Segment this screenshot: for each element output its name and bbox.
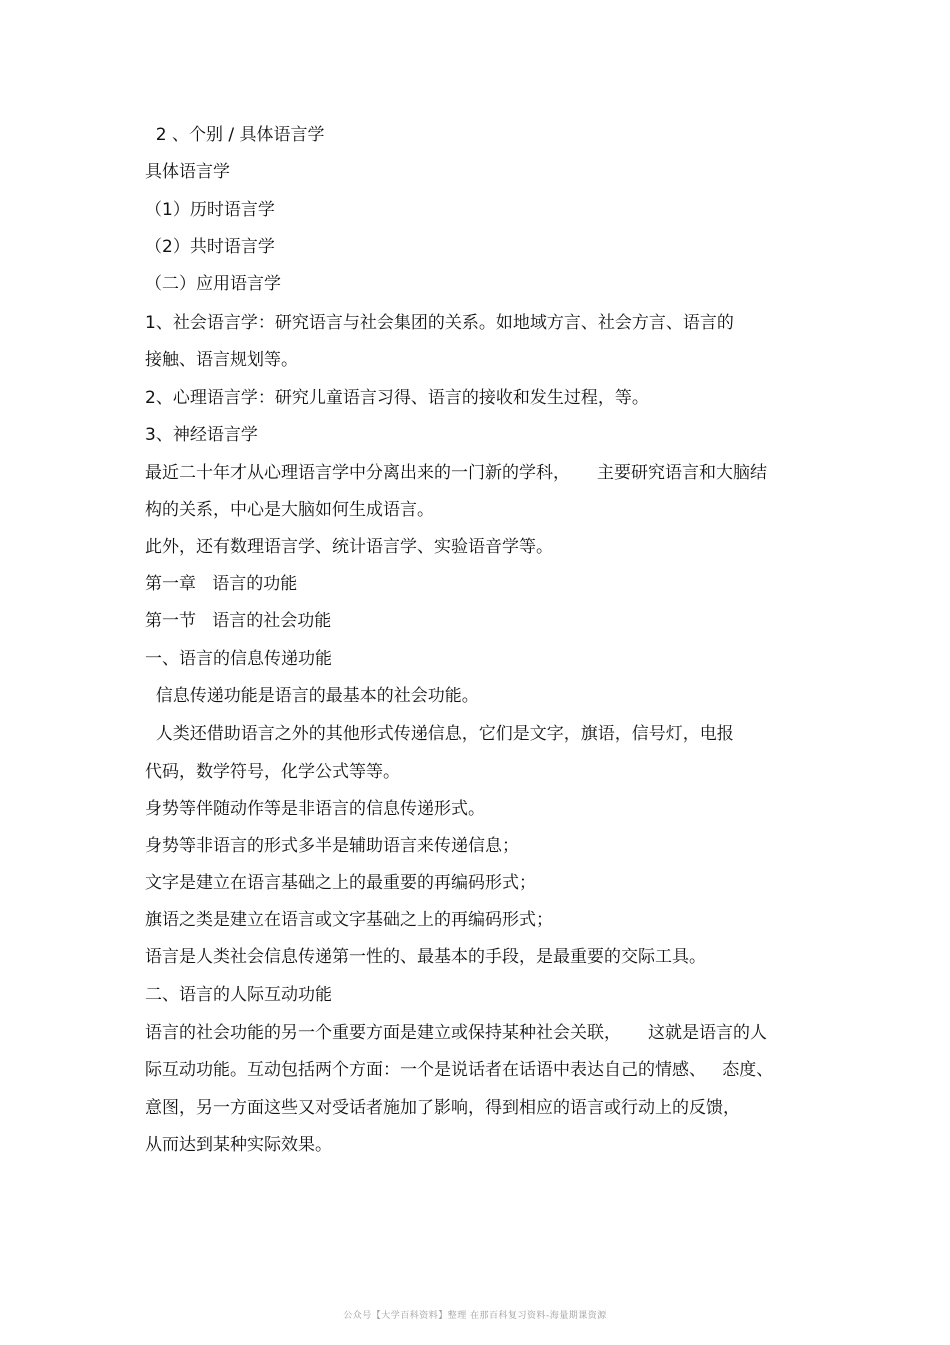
chapter-heading: 第一章 语言的功能 — [145, 574, 298, 594]
text-line: 接触、语言规划等。 — [145, 350, 298, 370]
text-line: （二）应用语言学 — [145, 274, 281, 294]
text-line: 一、语言的信息传递功能 — [145, 649, 332, 669]
text-line: 际互动功能。互动包括两个方面：一个是说话者在话语中表达自己的情感、 态度、 — [145, 1060, 774, 1080]
text-line: 最近二十年才从心理语言学中分离出来的一门新的学科， 主要研究语言和大脑结 — [145, 463, 768, 483]
text-line: 2 、个别 / 具体语言学 — [145, 125, 325, 145]
text-line: 构的关系，中心是大脑如何生成语言。 — [145, 500, 434, 520]
text-line: 2、心理语言学：研究儿童语言习得、语言的接收和发生过程，等。 — [145, 388, 649, 408]
text-line: 旗语之类是建立在语言或文字基础之上的再编码形式； — [145, 910, 553, 930]
text-line: 语言的社会功能的另一个重要方面是建立或保持某种社会关联， 这就是语言的人 — [145, 1023, 768, 1043]
text-line: 代码，数学符号，化学公式等等。 — [145, 762, 400, 782]
text-line: 意图，另一方面这些又对受话者施加了影响，得到相应的语言或行动上的反馈， — [145, 1098, 740, 1118]
text-line: 从而达到某种实际效果。 — [145, 1135, 332, 1155]
text-line: （2）共时语言学 — [145, 237, 275, 257]
text-line: 具体语言学 — [145, 162, 230, 182]
text-line: 身势等伴随动作等是非语言的信息传递形式。 — [145, 799, 485, 819]
text-line: 文字是建立在语言基础之上的最重要的再编码形式； — [145, 873, 536, 893]
text-line: 此外，还有数理语言学、统计语言学、实验语音学等。 — [145, 537, 553, 557]
text-line: 人类还借助语言之外的其他形式传递信息，它们是文字，旗语，信号灯，电报 — [145, 724, 734, 744]
text-line: 二、语言的人际互动功能 — [145, 985, 332, 1005]
text-line: （1）历时语言学 — [145, 200, 275, 220]
section-heading: 第一节 语言的社会功能 — [145, 611, 332, 631]
page-footer: 公众号【大学百科资料】整理 在那百科复习资料-海量期课资源 — [343, 1311, 607, 1321]
text-line: 身势等非语言的形式多半是辅助语言来传递信息； — [145, 836, 519, 856]
text-line: 语言是人类社会信息传递第一性的、最基本的手段，是最重要的交际工具。 — [145, 947, 706, 967]
text-line: 信息传递功能是语言的最基本的社会功能。 — [145, 686, 479, 706]
text-line: 1、社会语言学：研究语言与社会集团的关系。如地域方言、社会方言、语言的 — [145, 313, 734, 333]
text-line: 3、神经语言学 — [145, 425, 258, 445]
